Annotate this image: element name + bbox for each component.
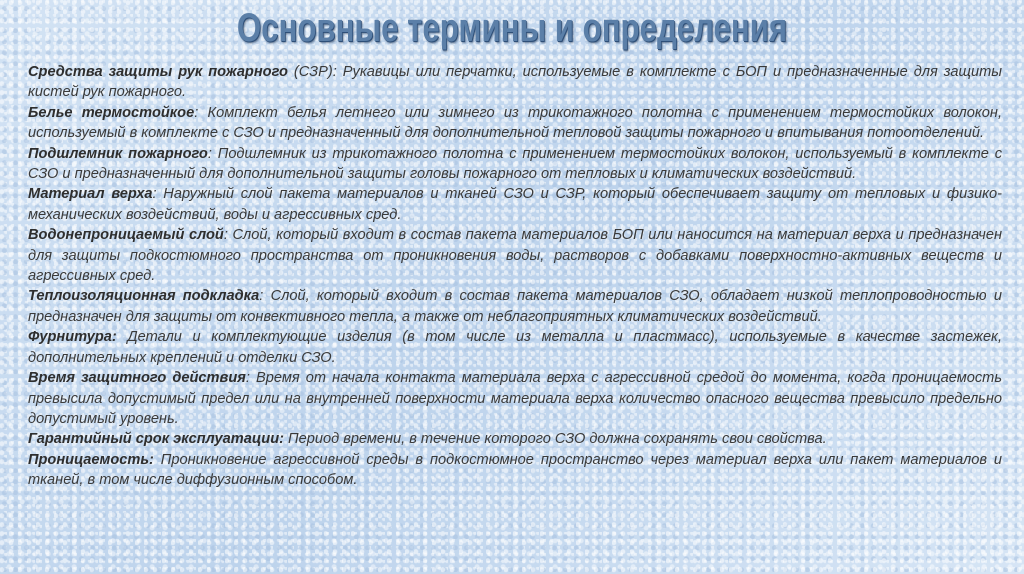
term-name: Средства защиты рук пожарного [28,64,288,80]
term-definition: : Время от начала контакта материала верха с агрессивной средой до момента, когда проницаемость превысила допустимый предел или на внутренней поверхности материала верха количество опасного вещества превысило предельно допустимый уровень. [28,370,1002,427]
term-name: Фурнитура: [28,329,117,346]
term-item [28,184,1002,225]
term-name: Теплоизоляционная подкладка [28,288,260,305]
term-definition: : Слой, который входит в состав пакета материалов БОП или наносится на материал верха и предназначен для защиты подкостюмного пространства от проникновения воды, растворов с добавками поверхностно-активных веществ и агрессивных сред. [28,227,1002,285]
term-item [28,62,1002,103]
slide-title: Основные термины и определения [236,6,788,50]
term-name: Гарантийный срок эксплуатации: [28,431,284,448]
term-definition: (СЗР): Рукавицы или перчатки, используемые в комплекте с БОП и предназначенные для защиты кистей рук пожарного. [28,64,1002,101]
term-item [28,286,1002,327]
term-name: Водонепроницаемый слой [28,227,224,244]
term-item [28,429,1002,449]
term-definition: : Комплект белья летнего или зимнего из трикотажного полотна с применением термостойких волокон, используемый в комплекте с СЗО и предназначенный для дополнительной тепловой защиты пожарного и впитывания потоотделений. [28,104,1002,142]
term-item [28,225,1002,286]
term-item [28,144,1002,185]
term-item [28,327,1002,368]
term-item [28,450,1002,491]
term-definition: Проникновение агрессивной среды в подкостюмное пространство через материал верха или пакет материалов и тканей, в том числе диффузионным способом. [28,451,1002,489]
term-name: Материал верха [28,186,153,203]
term-name: Белье термостойкое [28,104,195,121]
term-name: Проницаемость: [28,451,154,468]
term-name: Подшлемник пожарного [28,145,208,162]
term-definition: : Наружный слой пакета материалов и тканей СЗО и СЗР, который обеспечивает защиту от тепловых и физико-механических воздействий, воды и агрессивных сред. [28,186,1002,223]
term-definition: Детали и комплектующие изделия (в том числе из металла и пластмасс), используемые в качестве застежек, дополнительных креплений и отделки СЗО. [28,329,1002,366]
term-definition: : Подшлемник из трикотажного полотна с применением термостойких волокон, используемый в комплекте с СЗО и предназначенный для дополнительной защиты головы пожарного от тепловых и климатических воздействий. [28,145,1003,183]
term-definition: Период времени, в течение которого СЗО должна сохранять свои свойства. [283,431,827,448]
term-definition: : Слой, который входит в состав пакета материалов СЗО, обладает низкой теплопроводностью и предназначен для защиты от конвективного тепла, а также от неблагоприятных климатических воздействий. [28,288,1002,325]
term-name: Время защитного действия [28,370,246,387]
term-item [28,368,1002,429]
term-item [28,103,1002,144]
terms-list [28,62,1002,491]
